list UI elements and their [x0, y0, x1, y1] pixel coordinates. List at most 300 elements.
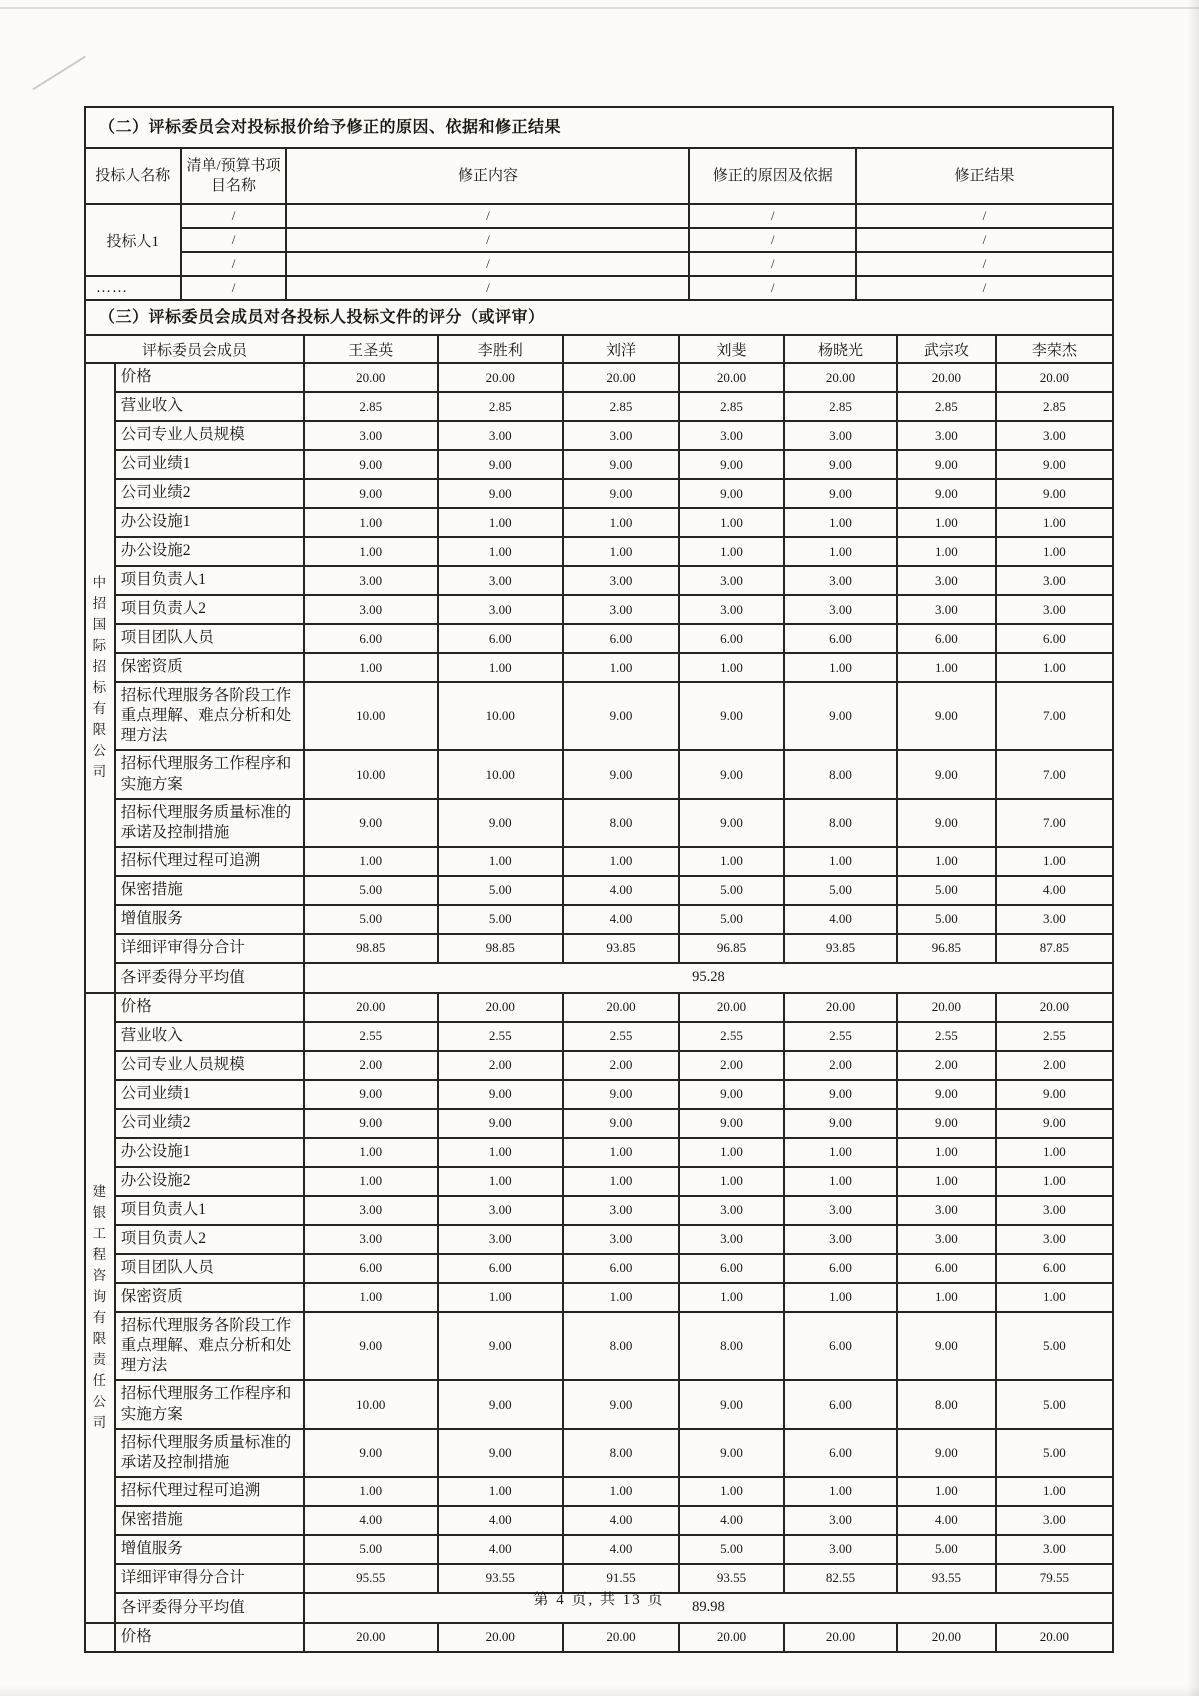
score-cell: 5.00: [996, 1380, 1113, 1428]
correction-value-cell: /: [856, 252, 1113, 276]
score-cell: 3.00: [304, 421, 438, 450]
score-cell: 1.00: [679, 537, 784, 566]
score-cell: 2.55: [897, 1022, 996, 1051]
score-cell: 20.00: [996, 363, 1113, 392]
bidder-name-cell: 投标人1: [85, 204, 181, 276]
score-cell: 9.00: [563, 1080, 679, 1109]
score-cell: 20.00: [679, 363, 784, 392]
score-cell: 9.00: [784, 450, 897, 479]
total-row: [85, 934, 1113, 963]
score-cell: 9.00: [563, 450, 679, 479]
score-cell: 8.00: [563, 1312, 679, 1380]
score-cell: 3.00: [784, 566, 897, 595]
correction-value-cell: /: [286, 228, 689, 252]
criterion-label: 招标代理服务质量标准的承诺及控制措施: [115, 1429, 304, 1477]
score-cell: 5.00: [304, 1535, 438, 1564]
score-cell: 1.00: [897, 1477, 996, 1506]
score-cell: 1.00: [897, 1283, 996, 1312]
criterion-label: 增值服务: [115, 905, 304, 934]
section-2-title: （二）评标委员会对投标报价给予修正的原因、依据和修正结果: [84, 106, 1114, 149]
score-cell: 1.00: [679, 1167, 784, 1196]
correction-col-header: 修正结果: [856, 148, 1113, 204]
total-score-cell: 96.85: [897, 934, 996, 963]
score-cell: 3.00: [304, 566, 438, 595]
score-cell: 9.00: [438, 1380, 563, 1428]
score-cell: 9.00: [897, 450, 996, 479]
scan-artifact-scratch: [32, 56, 85, 90]
score-cell: 9.00: [784, 1109, 897, 1138]
score-cell: 3.00: [563, 1196, 679, 1225]
score-cell: 9.00: [897, 1080, 996, 1109]
score-cell: 3.00: [304, 595, 438, 624]
score-cell: 9.00: [304, 1080, 438, 1109]
criterion-label: 招标代理服务工作程序和实施方案: [115, 750, 304, 798]
criterion-label: 公司业绩2: [115, 1109, 304, 1138]
score-cell: 1.00: [438, 1477, 563, 1506]
score-row: [85, 1283, 1113, 1312]
score-cell: 20.00: [784, 993, 897, 1022]
score-cell: 20.00: [784, 1623, 897, 1652]
criterion-label: 公司业绩1: [115, 450, 304, 479]
score-cell: 20.00: [784, 363, 897, 392]
score-cell: 1.00: [563, 847, 679, 876]
score-cell: 20.00: [897, 363, 996, 392]
score-cell: 9.00: [679, 1109, 784, 1138]
criterion-label: 招标代理过程可追溯: [115, 847, 304, 876]
score-cell: 3.00: [438, 595, 563, 624]
score-cell: 20.00: [304, 993, 438, 1022]
score-cell: 3.00: [563, 421, 679, 450]
correction-col-header: 修正的原因及依据: [689, 148, 856, 204]
criterion-label: 项目负责人2: [115, 1225, 304, 1254]
score-cell: 6.00: [897, 624, 996, 653]
score-row: [85, 1051, 1113, 1080]
score-cell: 1.00: [563, 1477, 679, 1506]
score-cell: 9.00: [438, 1429, 563, 1477]
page-footer: 第 4 页, 共 13 页: [533, 1592, 665, 1608]
score-cell: 1.00: [304, 508, 438, 537]
score-cell: 1.00: [784, 537, 897, 566]
score-cell: 3.00: [996, 1506, 1113, 1535]
score-cell: 9.00: [897, 799, 996, 847]
members-header-label: 评标委员会成员: [85, 335, 304, 363]
score-cell: 9.00: [438, 1109, 563, 1138]
score-cell: 20.00: [679, 993, 784, 1022]
score-cell: 5.00: [784, 876, 897, 905]
criterion-label: 项目团队人员: [115, 1254, 304, 1283]
score-cell: 2.55: [996, 1022, 1113, 1051]
score-cell: 2.55: [563, 1022, 679, 1051]
score-cell: 10.00: [438, 682, 563, 750]
score-cell: 5.00: [996, 1312, 1113, 1380]
score-cell: 1.00: [438, 1167, 563, 1196]
score-row: [85, 1225, 1113, 1254]
correction-value-cell: /: [181, 228, 287, 252]
score-cell: 1.00: [679, 1283, 784, 1312]
score-cell: 3.00: [304, 1225, 438, 1254]
score-cell: 9.00: [679, 479, 784, 508]
score-cell: 3.00: [563, 595, 679, 624]
total-score-cell: 93.55: [438, 1564, 563, 1593]
score-cell: 3.00: [563, 1225, 679, 1254]
score-cell: 20.00: [563, 363, 679, 392]
total-score-cell: 79.55: [996, 1564, 1113, 1593]
score-row: [85, 1167, 1113, 1196]
criterion-label: 项目负责人1: [115, 566, 304, 595]
score-cell: 1.00: [784, 1138, 897, 1167]
score-cell: 9.00: [679, 1429, 784, 1477]
score-cell: 9.00: [897, 682, 996, 750]
score-cell: 10.00: [304, 682, 438, 750]
score-cell: 10.00: [438, 750, 563, 798]
criterion-label: 公司专业人员规模: [115, 421, 304, 450]
score-row: [85, 450, 1113, 479]
score-cell: 1.00: [897, 847, 996, 876]
total-score-cell: 82.55: [784, 1564, 897, 1593]
criterion-label: 保密措施: [115, 876, 304, 905]
score-cell: 2.85: [679, 392, 784, 421]
criterion-label: 招标代理服务工作程序和实施方案: [115, 1380, 304, 1428]
score-cell: 2.85: [438, 392, 563, 421]
score-cell: 3.00: [438, 1196, 563, 1225]
score-cell: 20.00: [304, 363, 438, 392]
score-cell: 4.00: [563, 876, 679, 905]
criterion-label: 办公设施2: [115, 537, 304, 566]
score-cell: 5.00: [304, 905, 438, 934]
score-row: [85, 566, 1113, 595]
score-cell: 2.00: [996, 1051, 1113, 1080]
score-cell: 9.00: [563, 750, 679, 798]
score-cell: 4.00: [304, 1506, 438, 1535]
score-cell: 1.00: [897, 508, 996, 537]
correction-value-cell: /: [181, 252, 287, 276]
score-cell: 1.00: [438, 537, 563, 566]
score-cell: 8.00: [784, 799, 897, 847]
score-cell: 3.00: [784, 1196, 897, 1225]
score-cell: 2.00: [784, 1051, 897, 1080]
score-cell: 3.00: [996, 905, 1113, 934]
score-cell: 9.00: [679, 750, 784, 798]
score-cell: 4.00: [897, 1506, 996, 1535]
score-cell: 8.00: [897, 1380, 996, 1428]
score-cell: 1.00: [304, 537, 438, 566]
score-row: [85, 876, 1113, 905]
score-cell: 3.00: [438, 421, 563, 450]
score-row: [85, 1535, 1113, 1564]
evaluator-name: 王圣英: [304, 335, 438, 363]
score-cell: 2.00: [304, 1051, 438, 1080]
score-cell: 1.00: [304, 653, 438, 682]
bidder-company-name: 中招国际招标有限公司: [85, 363, 115, 993]
criterion-label: 保密措施: [115, 1506, 304, 1535]
score-row: [85, 1380, 1113, 1428]
correction-value-cell: /: [286, 204, 689, 228]
score-cell: 2.00: [679, 1051, 784, 1080]
score-cell: 1.00: [996, 847, 1113, 876]
score-cell: 1.00: [438, 1138, 563, 1167]
score-cell: 2.00: [563, 1051, 679, 1080]
score-row: [85, 993, 1113, 1022]
section-3-title: （三）评标委员会成员对各投标人投标文件的评分（或评审）: [84, 299, 1114, 336]
score-cell: 9.00: [897, 1312, 996, 1380]
score-cell: 3.00: [996, 1225, 1113, 1254]
correction-value-cell: /: [689, 228, 856, 252]
score-row: [85, 1080, 1113, 1109]
bidder-company-name: [85, 1623, 115, 1652]
score-row: [85, 653, 1113, 682]
score-cell: 1.00: [784, 847, 897, 876]
score-cell: 9.00: [304, 479, 438, 508]
score-cell: 4.00: [996, 876, 1113, 905]
score-cell: 3.00: [679, 1225, 784, 1254]
score-row: [85, 1312, 1113, 1380]
score-cell: 6.00: [563, 1254, 679, 1283]
score-cell: 1.00: [679, 508, 784, 537]
score-row: [85, 479, 1113, 508]
criterion-label: 招标代理服务质量标准的承诺及控制措施: [115, 799, 304, 847]
score-cell: 3.00: [897, 421, 996, 450]
score-cell: 3.00: [996, 1535, 1113, 1564]
score-row: [85, 508, 1113, 537]
score-cell: 6.00: [784, 1380, 897, 1428]
score-row: [85, 1477, 1113, 1506]
score-cell: 1.00: [563, 653, 679, 682]
score-cell: 3.00: [679, 595, 784, 624]
score-cell: 9.00: [784, 1080, 897, 1109]
score-cell: 6.00: [897, 1254, 996, 1283]
score-row: [85, 847, 1113, 876]
score-cell: 2.85: [996, 392, 1113, 421]
score-cell: 20.00: [897, 1623, 996, 1652]
score-cell: 6.00: [784, 624, 897, 653]
score-cell: 9.00: [563, 682, 679, 750]
price-correction-table: [84, 147, 1114, 301]
evaluation-report-frame: [84, 106, 1114, 1653]
score-cell: 2.00: [438, 1051, 563, 1080]
score-cell: 9.00: [679, 682, 784, 750]
score-cell: 5.00: [679, 876, 784, 905]
score-cell: 5.00: [679, 905, 784, 934]
score-cell: 1.00: [563, 537, 679, 566]
score-cell: 3.00: [996, 595, 1113, 624]
score-cell: 3.00: [996, 421, 1113, 450]
score-cell: 9.00: [996, 1080, 1113, 1109]
score-cell: 3.00: [897, 1196, 996, 1225]
total-score-cell: 93.55: [679, 1564, 784, 1593]
score-cell: 9.00: [996, 1109, 1113, 1138]
score-row: [85, 421, 1113, 450]
score-cell: 1.00: [304, 1283, 438, 1312]
score-cell: 5.00: [679, 1535, 784, 1564]
score-cell: 6.00: [304, 624, 438, 653]
score-cell: 20.00: [996, 993, 1113, 1022]
criterion-label: 公司专业人员规模: [115, 1051, 304, 1080]
criterion-label: 项目负责人2: [115, 595, 304, 624]
score-cell: 8.00: [784, 750, 897, 798]
total-score-cell: 93.85: [563, 934, 679, 963]
total-score-cell: 98.85: [304, 934, 438, 963]
score-cell: 4.00: [679, 1506, 784, 1535]
score-cell: 1.00: [438, 653, 563, 682]
score-cell: 1.00: [996, 1283, 1113, 1312]
score-cell: 1.00: [563, 1167, 679, 1196]
correction-value-cell: /: [286, 276, 689, 300]
total-label: 详细评审得分合计: [115, 934, 304, 963]
correction-table-header-row: [85, 148, 1113, 204]
scan-artifact-bottom-shadow: [0, 1686, 1199, 1696]
evaluator-name: 刘斐: [679, 335, 784, 363]
criterion-label: 办公设施2: [115, 1167, 304, 1196]
score-cell: 9.00: [897, 479, 996, 508]
score-cell: 1.00: [897, 537, 996, 566]
score-cell: 8.00: [563, 799, 679, 847]
scoring-table-header-row: [85, 335, 1113, 363]
evaluator-name: 杨晓光: [784, 335, 897, 363]
score-row: [85, 799, 1113, 847]
criterion-label: 增值服务: [115, 1535, 304, 1564]
score-cell: 1.00: [563, 508, 679, 537]
score-cell: 9.00: [438, 479, 563, 508]
score-cell: 9.00: [304, 450, 438, 479]
score-cell: 1.00: [563, 1283, 679, 1312]
score-cell: 1.00: [304, 1477, 438, 1506]
average-label: 各评委得分平均值: [115, 1593, 304, 1623]
score-cell: 3.00: [679, 421, 784, 450]
score-cell: 9.00: [438, 1312, 563, 1380]
average-value: 89.98: [304, 1593, 1113, 1623]
criterion-label: 办公设施1: [115, 508, 304, 537]
correction-col-header: 清单/预算书项目名称: [181, 148, 287, 204]
score-cell: 1.00: [784, 653, 897, 682]
criterion-label: 招标代理服务各阶段工作重点理解、难点分析和处理方法: [115, 682, 304, 750]
score-cell: 3.00: [897, 1225, 996, 1254]
score-cell: 3.00: [784, 1535, 897, 1564]
score-cell: 9.00: [438, 1080, 563, 1109]
score-cell: 1.00: [784, 1167, 897, 1196]
score-cell: 9.00: [897, 750, 996, 798]
correction-value-cell: /: [856, 204, 1113, 228]
score-cell: 4.00: [438, 1535, 563, 1564]
correction-value-cell: /: [856, 228, 1113, 252]
score-cell: 6.00: [784, 1254, 897, 1283]
evaluator-name: 刘洋: [563, 335, 679, 363]
score-row: [85, 624, 1113, 653]
score-row: [85, 537, 1113, 566]
criterion-label: 办公设施1: [115, 1138, 304, 1167]
evaluator-name: 李荣杰: [996, 335, 1113, 363]
score-cell: 4.00: [784, 905, 897, 934]
score-cell: 3.00: [784, 1506, 897, 1535]
score-cell: 9.00: [563, 1109, 679, 1138]
score-cell: 8.00: [563, 1429, 679, 1477]
score-cell: 9.00: [996, 479, 1113, 508]
score-cell: 3.00: [996, 1196, 1113, 1225]
evaluator-name: 李胜利: [438, 335, 563, 363]
score-cell: 8.00: [679, 1312, 784, 1380]
score-cell: 9.00: [304, 799, 438, 847]
score-cell: 5.00: [897, 905, 996, 934]
score-cell: 5.00: [897, 1535, 996, 1564]
score-cell: 3.00: [563, 566, 679, 595]
score-cell: 1.00: [897, 1167, 996, 1196]
score-cell: 5.00: [897, 876, 996, 905]
correction-value-cell: /: [689, 204, 856, 228]
score-cell: 4.00: [563, 1506, 679, 1535]
score-cell: 6.00: [784, 1429, 897, 1477]
score-cell: 4.00: [438, 1506, 563, 1535]
score-cell: 3.00: [679, 566, 784, 595]
score-cell: 20.00: [438, 1623, 563, 1652]
score-cell: 1.00: [996, 537, 1113, 566]
score-cell: 2.85: [563, 392, 679, 421]
average-value: 95.28: [304, 963, 1113, 993]
score-cell: 1.00: [897, 653, 996, 682]
score-cell: 1.00: [304, 1167, 438, 1196]
correction-row: [85, 252, 1113, 276]
score-cell: 5.00: [996, 1429, 1113, 1477]
total-score-cell: 93.55: [897, 1564, 996, 1593]
score-cell: 1.00: [438, 508, 563, 537]
score-cell: 1.00: [679, 653, 784, 682]
average-row: [85, 963, 1113, 993]
score-cell: 20.00: [679, 1623, 784, 1652]
score-cell: 9.00: [679, 450, 784, 479]
score-cell: 1.00: [304, 1138, 438, 1167]
criterion-label: 招标代理过程可追溯: [115, 1477, 304, 1506]
score-cell: 2.85: [784, 392, 897, 421]
score-cell: 9.00: [563, 1380, 679, 1428]
score-cell: 10.00: [304, 750, 438, 798]
criterion-label: 项目负责人1: [115, 1196, 304, 1225]
score-cell: 7.00: [996, 682, 1113, 750]
score-cell: 20.00: [563, 993, 679, 1022]
score-cell: 5.00: [438, 876, 563, 905]
score-cell: 1.00: [996, 653, 1113, 682]
score-cell: 2.55: [304, 1022, 438, 1051]
score-cell: 3.00: [784, 1225, 897, 1254]
correction-value-cell: /: [181, 276, 287, 300]
bidder-company-name: 建银工程咨询有限责任公司: [85, 993, 115, 1623]
score-cell: 1.00: [784, 1283, 897, 1312]
total-score-cell: 91.55: [563, 1564, 679, 1593]
score-cell: 2.00: [897, 1051, 996, 1080]
score-cell: 3.00: [438, 1225, 563, 1254]
score-cell: 20.00: [438, 363, 563, 392]
criterion-label: 公司业绩2: [115, 479, 304, 508]
score-cell: 6.00: [438, 1254, 563, 1283]
score-cell: 6.00: [304, 1254, 438, 1283]
criterion-label: 招标代理服务各阶段工作重点理解、难点分析和处理方法: [115, 1312, 304, 1380]
score-cell: 20.00: [304, 1623, 438, 1652]
evaluator-name: 武宗攻: [897, 335, 996, 363]
total-score-cell: 93.85: [784, 934, 897, 963]
score-cell: 6.00: [563, 624, 679, 653]
score-cell: 4.00: [563, 905, 679, 934]
score-cell: 20.00: [996, 1623, 1113, 1652]
score-cell: 1.00: [304, 847, 438, 876]
score-cell: 20.00: [563, 1623, 679, 1652]
criterion-label: 价格: [115, 363, 304, 392]
score-cell: 5.00: [438, 905, 563, 934]
score-cell: 1.00: [679, 1477, 784, 1506]
average-label: 各评委得分平均值: [115, 963, 304, 993]
score-cell: 9.00: [996, 450, 1113, 479]
bidder-name-cell: ……: [85, 276, 181, 300]
total-label: 详细评审得分合计: [115, 1564, 304, 1593]
score-cell: 2.55: [679, 1022, 784, 1051]
score-cell: 6.00: [996, 1254, 1113, 1283]
criterion-label: 营业收入: [115, 1022, 304, 1051]
